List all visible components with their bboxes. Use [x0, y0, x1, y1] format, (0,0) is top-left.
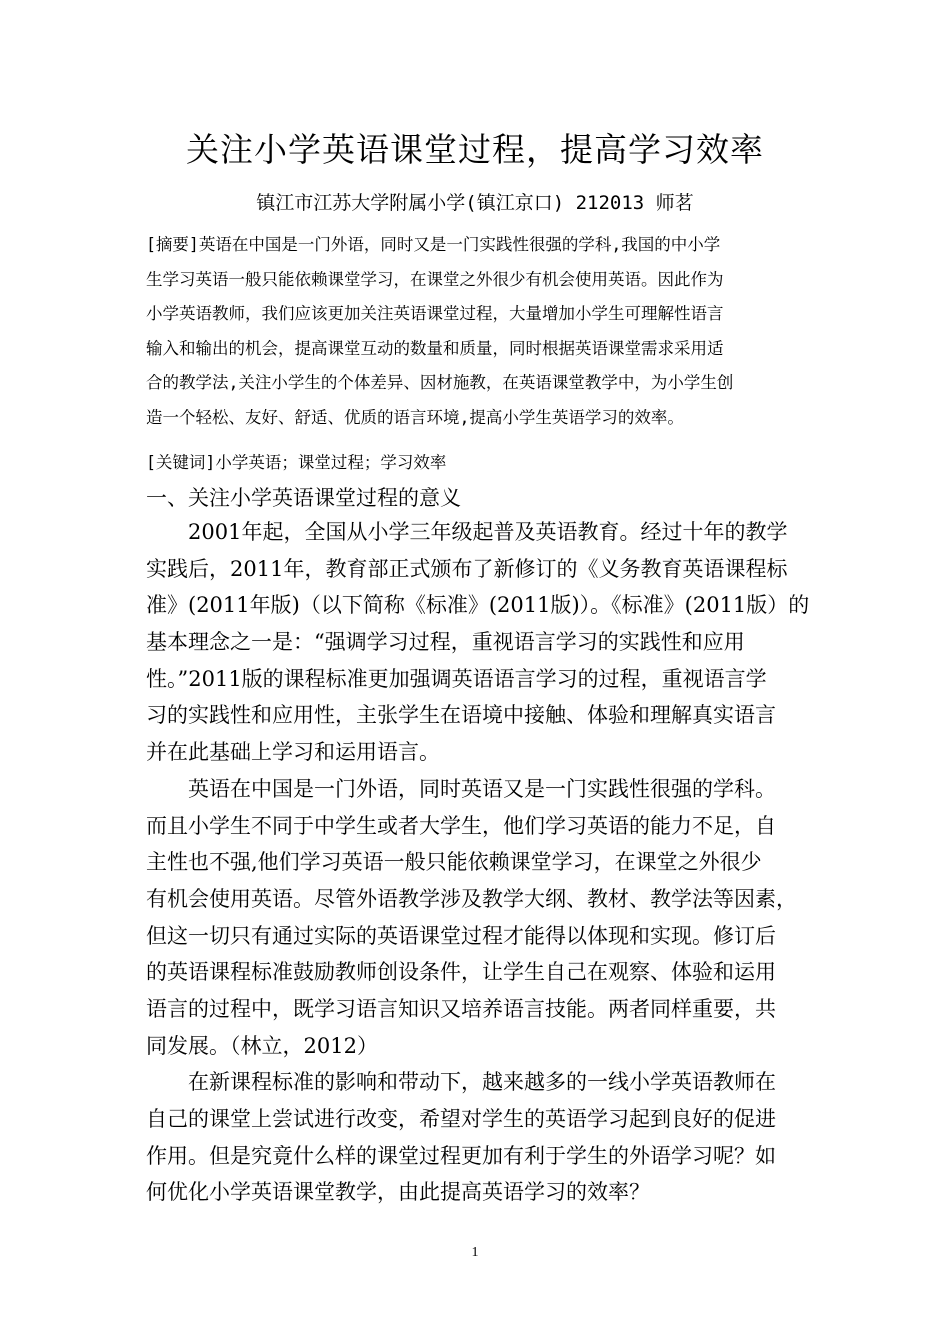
paragraph	[146, 1064, 810, 1211]
abstract-line: 输入和输出的机会，提高课堂互动的数量和质量，同时根据英语课堂需求采用适	[146, 338, 724, 358]
paragraph	[146, 771, 810, 1065]
paragraph-line: 2001年起，全国从小学三年级起普及英语教育。经过十年的教学	[188, 520, 788, 544]
abstract	[146, 228, 810, 435]
abstract-line: [摘要]英语在中国是一门外语，同时又是一门实践性很强的学科,我国的中小学	[146, 235, 721, 254]
paragraph-line: 性。”2011版的课程标准更加强调英语语言学习的过程，重视语言学	[146, 666, 767, 691]
abstract-line: 合的教学法,关注小学生的个体差异、因材施教，在英语课堂教学中，为小学生创	[146, 373, 734, 392]
paragraph-line: 在新课程标准的影响和带动下，越来越多的一线小学英语教师在	[188, 1070, 776, 1095]
keywords: [关键词]小学英语；课堂过程；学习效率	[146, 453, 447, 472]
paragraph-line: 何优化小学英语课堂教学，由此提高英语学习的效率？	[146, 1180, 650, 1205]
paragraph-line: 实践后，2011年，教育部正式颁布了新修订的《义务教育英语课程标	[146, 556, 788, 581]
paragraph-line: 习的实践性和应用性，主张学生在语境中接触、体验和理解真实语言	[146, 703, 776, 728]
section-heading: 一、关注小学英语课堂过程的意义	[146, 486, 461, 510]
author-line: 镇江市江苏大学附属小学(镇江京口) 212013 师茗	[256, 192, 694, 214]
abstract-line: 小学英语教师，我们应该更加关注英语课堂过程，大量增加小学生可理解性语言	[146, 304, 724, 323]
paragraph	[146, 514, 810, 771]
paragraph-line: 而且小学生不同于中学生或者大学生，他们学习英语的能力不足，自	[146, 813, 776, 838]
paragraph-line: 语言的过程中，既学习语言知识又培养语言技能。两者同样重要，共	[146, 996, 776, 1021]
paragraph-line: 同发展。（林立，2012）	[146, 1033, 378, 1058]
paragraph-line: 但这一切只有通过实际的英语课堂过程才能得以体现和实现。修订后	[146, 923, 776, 948]
paragraph-line: 并在此基础上学习和运用语言。	[146, 740, 440, 765]
abstract-line: 生学习英语一般只能依赖课堂学习，在课堂之外很少有机会使用英语。因此作为	[146, 269, 724, 289]
abstract-line: 造一个轻松、友好、舒适、优质的语言环境,提高小学生英语学习的效率。	[146, 407, 684, 427]
page-title: 关注小学英语课堂过程，提高学习效率	[186, 130, 764, 169]
paragraph-line: 的英语课程标准鼓励教师创设条件，让学生自己在观察、体验和运用	[146, 960, 776, 985]
paragraph-line: 基本理念之一是：“强调学习过程，重视语言学习的实践性和应用	[146, 630, 745, 655]
paragraph-line: 自己的课堂上尝试进行改变，希望对学生的英语学习起到良好的促进	[146, 1107, 776, 1131]
paragraph-line: 作用。但是究竟什么样的课堂过程更加有利于学生的外语学习呢？如	[146, 1143, 776, 1168]
paragraph-line: 英语在中国是一门外语，同时英语又是一门实践性很强的学科。	[188, 776, 776, 801]
paragraph-line: 有机会使用英语。尽管外语教学涉及教学大纲、教材、教学法等因素，	[146, 886, 797, 911]
body-text	[146, 514, 810, 1211]
page-number: 1	[471, 1245, 479, 1260]
paragraph-line: 主性也不强,他们学习英语一般只能依赖课堂学习，在课堂之外很少	[146, 850, 762, 875]
paragraph-line: 准》(2011年版)（以下简称《标准》(2011版)）。《标准》(2011版）的	[146, 593, 810, 618]
